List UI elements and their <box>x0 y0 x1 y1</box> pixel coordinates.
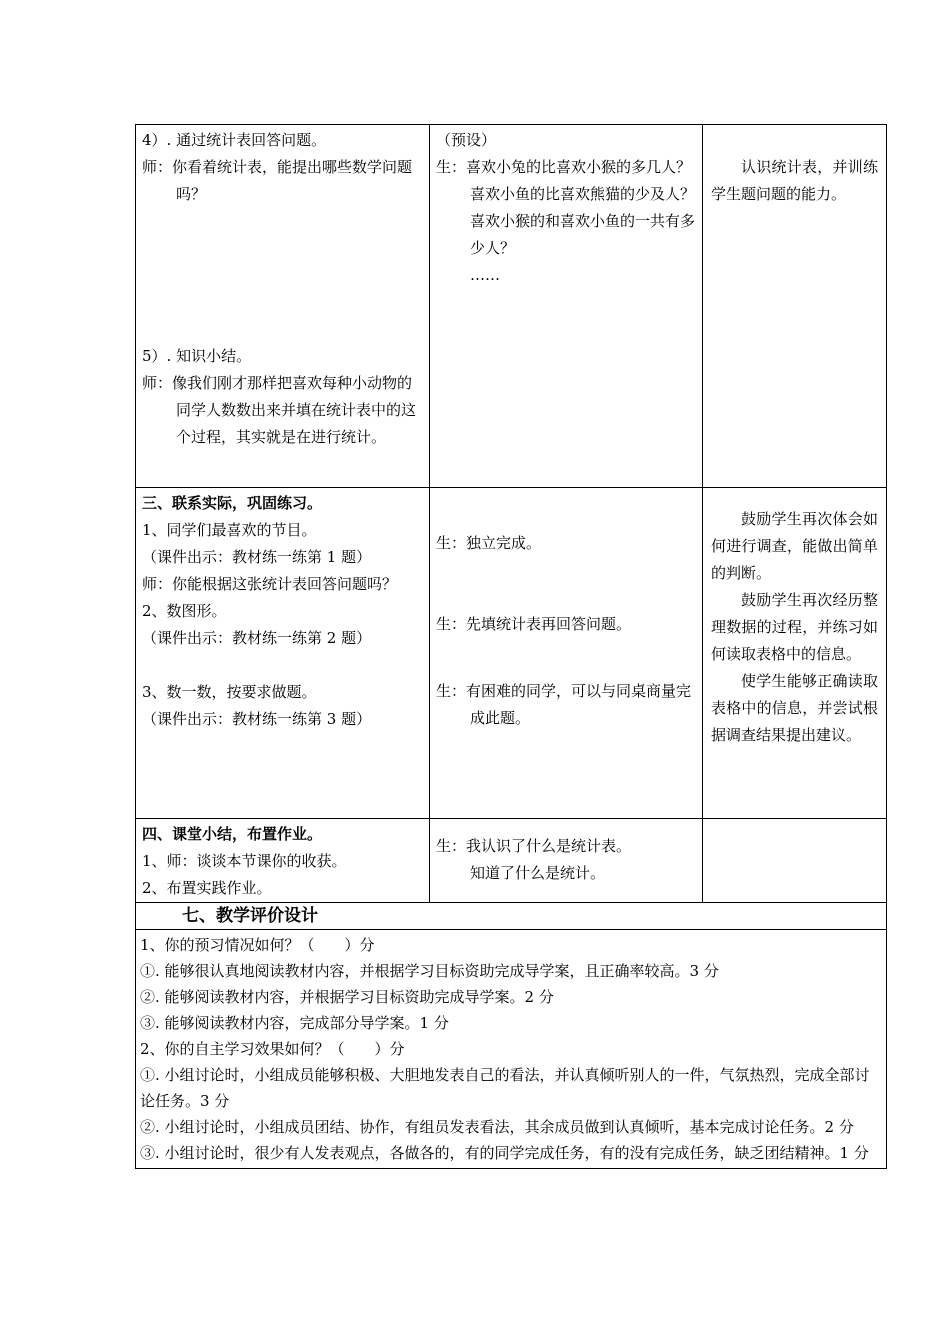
lesson-table <box>135 124 887 1169</box>
practice-intent-2: 鼓励学生再次经历整理数据的过程，并练习如何读取表格中的信息。 <box>711 591 878 663</box>
eval-option-2-3: ③. 小组讨论时，很少有人发表观点，各做各的，有的同学完成任务，有的没有完成任务，缺乏团结精神。1 分 <box>140 1144 869 1162</box>
teacher-question: 师：你看着统计表，能提出哪些数学问题吗？ <box>142 158 413 203</box>
eval-question-2: 2、你的自主学习效果如何？（ ）分 <box>140 1040 405 1058</box>
student-question-1: 生：喜欢小兔的比喜欢小猴的多几人？ <box>436 158 692 176</box>
design-intent-cell <box>703 125 886 487</box>
practice-teacher-question: 师：你能根据这张统计表回答问题吗？ <box>142 575 398 593</box>
eval-question-1: 1、你的预习情况如何？（ ）分 <box>140 936 375 954</box>
row-evaluation-content <box>136 930 886 1168</box>
design-intent: 认识统计表，并训练学生题问题的能力。 <box>711 158 878 203</box>
summary-teacher-cell <box>136 819 430 902</box>
row-statistics-questions <box>136 125 886 488</box>
row-summary <box>136 819 886 903</box>
summary-student-2: 知道了什么是统计。 <box>470 864 606 882</box>
ellipsis: …… <box>470 266 500 284</box>
practice-item-3: 3、数一数，按要求做题。 <box>142 683 317 701</box>
practice-intent-1: 鼓励学生再次体会如何进行调查，能做出简单的判断。 <box>711 510 878 582</box>
evaluation-title: 七、教学评价设计 <box>182 906 318 926</box>
step-4-heading: 4）. 通过统计表回答问题。 <box>142 131 327 149</box>
eval-option-1-2: ②. 能够阅读教材内容，并根据学习目标资助完成导学案。2 分 <box>140 988 554 1006</box>
practice-courseware-1: （课件出示：教材练一练第 1 题） <box>142 548 372 566</box>
practice-title: 三、联系实际，巩固练习。 <box>142 494 323 512</box>
summary-intent-cell <box>703 819 886 902</box>
eval-option-2-2: ②. 小组讨论时，小组成员团结、协作，有组员发表看法，其余成员做到认真倾听，基本完成讨论任务。2 分 <box>140 1118 854 1136</box>
preset-label: （预设） <box>436 131 497 149</box>
practice-intent-cell <box>703 488 886 818</box>
eval-option-2-1: ①. 小组讨论时，小组成员能够积极、大胆地发表自己的看法，并认真倾听别人的一件，气氛热烈，完成全部讨论任务。3 分 <box>140 1066 870 1110</box>
eval-option-1-1: ①. 能够很认真地阅读教材内容，并根据学习目标资助完成导学案，且正确率较高。3 分 <box>140 962 719 980</box>
practice-student-cell <box>430 488 703 818</box>
summary-item-1: 1、师：谈谈本节课你的收获。 <box>142 852 347 870</box>
student-question-2: 喜欢小鱼的比喜欢熊猫的少及人？ <box>470 185 696 203</box>
evaluation-content <box>136 930 886 1168</box>
practice-item-1: 1、同学们最喜欢的节目。 <box>142 521 317 539</box>
step-5-heading: 5）. 知识小结。 <box>142 347 252 365</box>
student-activity-cell <box>430 125 703 487</box>
summary-title: 四、课堂小结，布置作业。 <box>142 825 323 843</box>
practice-intent-3: 使学生能够正确读取表格中的信息，并尝试根据调查结果提出建议。 <box>711 672 878 744</box>
teacher-activity-cell <box>136 125 430 487</box>
summary-student-cell <box>430 819 703 902</box>
practice-courseware-2: （课件出示：教材练一练第 2 题） <box>142 629 372 647</box>
practice-student-2: 生：先填统计表再回答问题。 <box>436 615 632 633</box>
summary-student-1: 生：我认识了什么是统计表。 <box>436 837 632 855</box>
practice-item-2: 2、数图形。 <box>142 602 227 620</box>
student-question-3: 喜欢小猴的和喜欢小鱼的一共有多少人？ <box>470 212 696 257</box>
eval-option-1-3: ③. 能够阅读教材内容，完成部分导学案。1 分 <box>140 1014 449 1032</box>
teacher-summary: 师：像我们刚才那样把喜欢每种小动物的同学人数数出来并填在统计表中的这个过程，其实就是在进行统计。 <box>142 374 417 446</box>
row-evaluation-title <box>136 903 886 930</box>
row-practice <box>136 488 886 819</box>
practice-teacher-cell <box>136 488 430 818</box>
summary-item-2: 2、布置实践作业。 <box>142 879 272 897</box>
practice-student-1: 生：独立完成。 <box>436 534 542 552</box>
practice-courseware-3: （课件出示：教材练一练第 3 题） <box>142 710 372 728</box>
practice-student-3: 生：有困难的同学，可以与同桌商量完成此题。 <box>436 682 692 727</box>
